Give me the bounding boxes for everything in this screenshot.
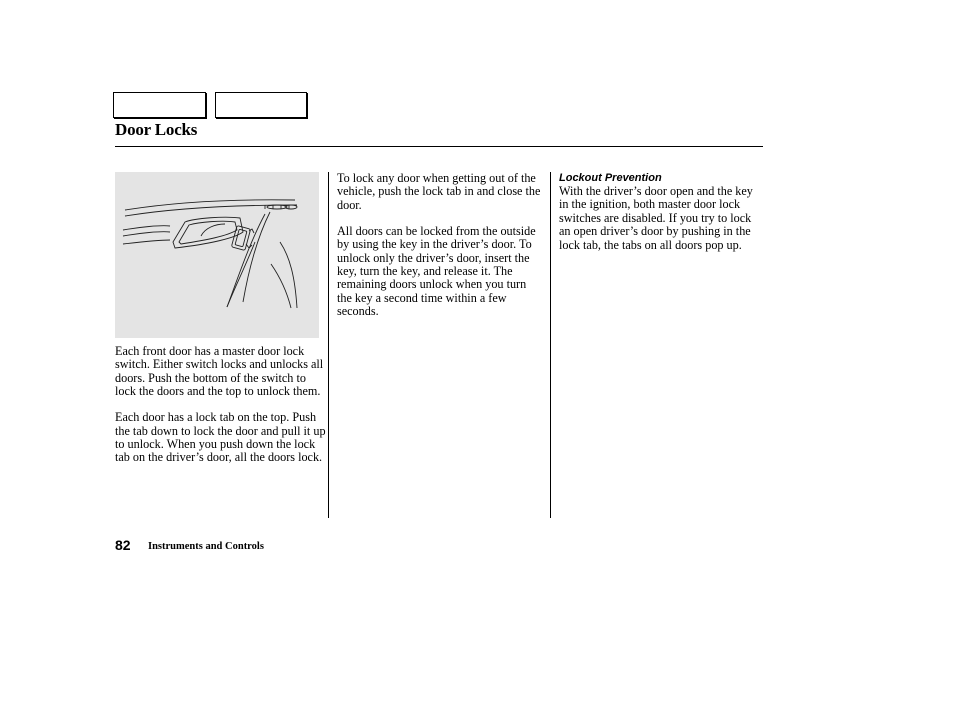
paragraph: With the driver’s door open and the key in the ignition, both master door lock switches are disabled. If you try to lock an open driver’s door by pushing in the lock tab, the tabs on all doors pop up. [559,184,753,252]
middle-column-text [337,172,543,331]
left-column-text [115,345,327,477]
section-label: Instruments and Controls [148,541,264,552]
column-divider [328,172,329,518]
page-number: 82 [115,537,131,553]
right-column-text [559,172,763,265]
column-divider [550,172,551,518]
title-rule [115,146,763,147]
paragraph: Each front door has a master door lock switch. Either switch locks and unlocks all doors. Push the bottom of the switch to lock the doors and the top to unlock them. [115,344,324,399]
paragraph: To lock any door when getting out of the vehicle, push the lock tab in and close the door. [337,171,541,212]
header-tab-box-1 [113,92,206,118]
page-title: Door Locks [115,120,198,139]
door-lock-illustration [115,172,319,338]
paragraph: All doors can be locked from the outside by using the key in the driver’s door. To unlock only the driver’s door, insert the key, turn the key, and release it. The remaining doors unlock when you turn the key a second time within a few seconds. [337,223,536,319]
paragraph: Each door has a lock tab on the top. Push the tab down to lock the door and pull it up to unlock. When you push down the lock tab on the driver’s door, all the doors lock. [115,410,326,465]
door-panel-icon [115,172,319,338]
lockout-prevention-heading: Lockout Prevention [559,172,662,184]
header-tab-box-2 [215,92,307,118]
